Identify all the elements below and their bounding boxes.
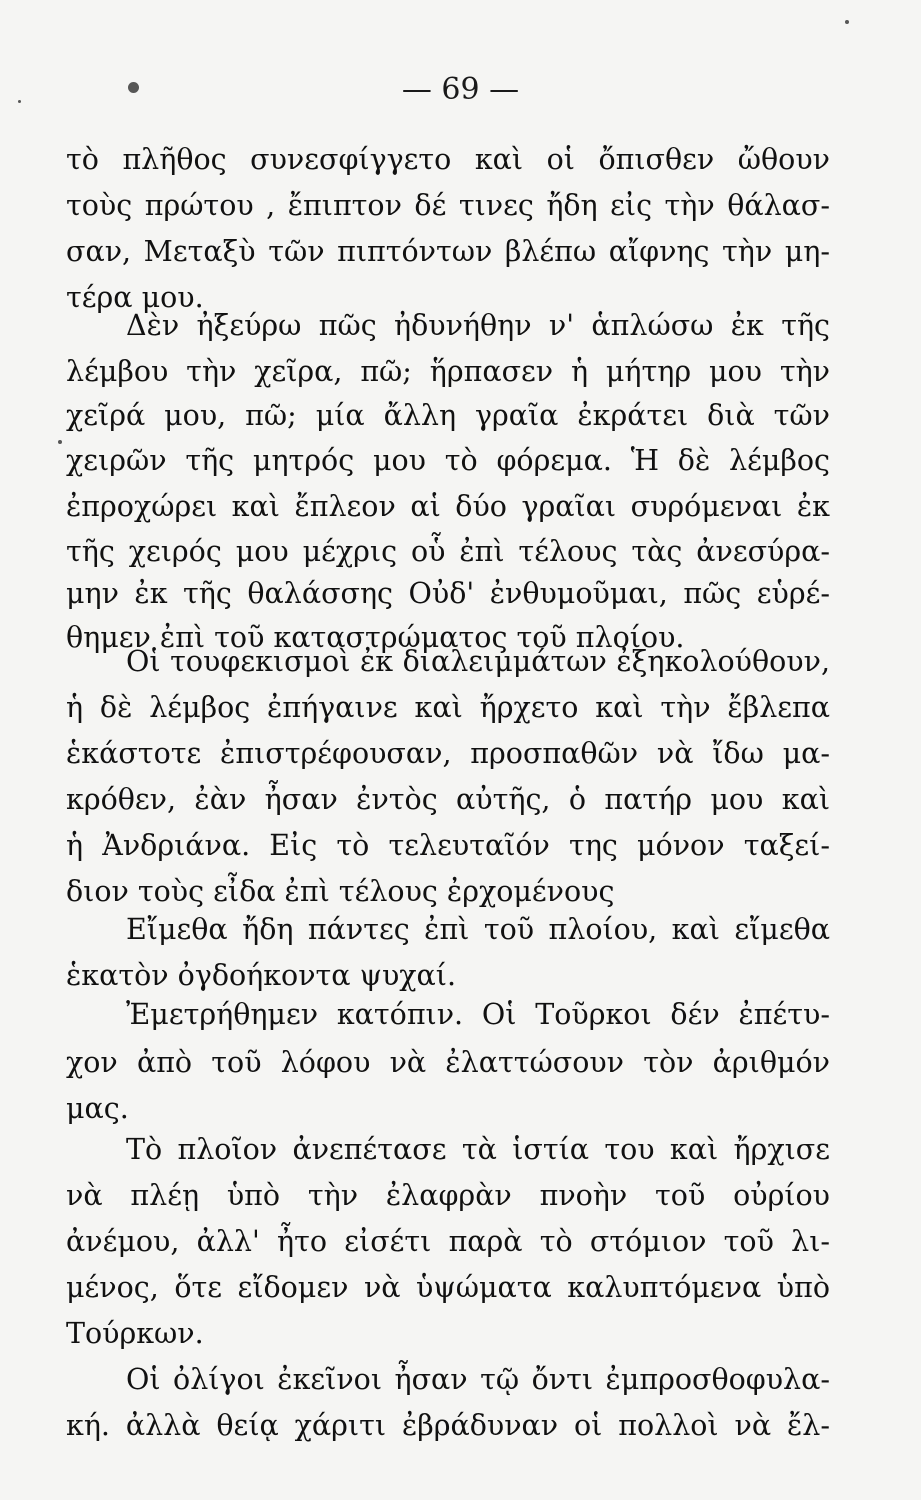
text-line: λέμβου τὴν χεῖρα, πῶ; ἥρπασεν ἡ μήτηρ μου τὴν <box>66 355 830 388</box>
print-speck <box>58 440 62 444</box>
text-line: διον τοὺς εἶδα ἐπὶ τέλους ἐρχομένους <box>66 875 615 908</box>
text-line: Εἴμεθα ἤδη πάντες ἐπὶ τοῦ πλοίου, καὶ εἴμεθα <box>126 913 830 946</box>
text-line: μην ἐκ τῆς θαλάσσης Οὐδ' ἐνθυμοῦμαι, πῶς εὑρέ- <box>66 577 830 610</box>
text-line: κρόθεν, ἐὰν ἦσαν ἐντὸς αὐτῆς, ὁ πατήρ μου καὶ <box>66 783 830 816</box>
text-line: τέρα μου. <box>66 281 204 314</box>
text-line: ἀνέμου, ἀλλ' ἦτο εἰσέτι παρὰ τὸ στόμιον τοῦ λι- <box>66 1225 830 1258</box>
text-line: μένος, ὅτε εἴδομεν νὰ ὑψώματα καλυπτόμενα ὑπὸ <box>66 1271 830 1304</box>
text-line: τὸ πλῆθος συνεσφίγγετο καὶ οἱ ὄπισθεν ὤθουν <box>66 143 830 176</box>
text-line: ἐπροχώρει καὶ ἔπλεον αἱ δύο γραῖαι συρόμεναι ἐκ <box>66 490 830 523</box>
text-line: θημεν ἐπὶ τοῦ καταστρώματος τοῦ πλοίου. <box>66 621 685 654</box>
text-line: ἡ δὲ λέμβος ἐπήγαινε καὶ ἤρχετο καὶ τὴν ἔβλεπα <box>66 691 830 724</box>
print-speck <box>845 20 849 24</box>
text-line: μας. <box>66 1092 129 1125</box>
text-line: ἡ Ἀνδριάνα. Εἰς τὸ τελευταῖόν της μόνον ταξεί- <box>66 829 830 862</box>
text-line: Οἱ τουφεκισμοὶ ἐκ διαλειμμάτων ἐξηκολούθουν, <box>126 645 830 678</box>
text-line: ἑκάστοτε ἐπιστρέφουσαν, προσπαθῶν νὰ ἴδω μα- <box>66 737 830 770</box>
text-line: Οἱ ὀλίγοι ἐκεῖνοι ἦσαν τῷ ὄντι ἐμπροσθοφυλα- <box>126 1363 830 1396</box>
text-line: σαν, Μεταξὺ τῶν πιπτόντων βλέπω αἴφνης τὴν μη- <box>66 235 830 268</box>
page-number: — 69 — <box>401 72 520 107</box>
text-line: ἑκατὸν ὀγδοήκοντα ψυχαί. <box>66 959 457 992</box>
text-line: Δὲν ἠξεύρω πῶς ἠδυνήθην ν' ἁπλώσω ἐκ τῆς <box>126 309 830 342</box>
print-speck <box>18 100 21 103</box>
text-line: τοὺς πρώτου , ἔπιπτον δέ τινες ἤδη εἰς τὴν θάλασ- <box>66 189 830 222</box>
print-speck <box>128 82 139 93</box>
text-line: νὰ πλέῃ ὑπὸ τὴν ἐλαφρὰν πνοὴν τοῦ οὐρίου <box>66 1179 830 1212</box>
text-line: Τὸ πλοῖον ἀνεπέτασε τὰ ἱστία του καὶ ἤρχισε <box>126 1133 830 1166</box>
text-line: τῆς χειρός μου μέχρις οὗ ἐπὶ τέλους τὰς ἀνεσύρα- <box>66 535 830 568</box>
text-line: κή. ἀλλὰ θείᾳ χάριτι ἐβράδυναν οἱ πολλοὶ νὰ ἔλ- <box>66 1409 830 1442</box>
text-line: Τούρκων. <box>66 1317 204 1350</box>
text-line: χον ἀπὸ τοῦ λόφου νὰ ἐλαττώσουν τὸν ἀριθμόν <box>66 1046 830 1079</box>
text-line: χειρῶν τῆς μητρός μου τὸ φόρεμα. Ἡ δὲ λέμβος <box>66 444 830 477</box>
text-line: Ἐμετρήθημεν κατόπιν. Οἱ Τοῦρκοι δέν ἐπέτυ- <box>126 998 830 1031</box>
text-line: χεῖρά μου, πῶ; μία ἄλλη γραῖα ἐκράτει διὰ τῶν <box>66 399 830 432</box>
